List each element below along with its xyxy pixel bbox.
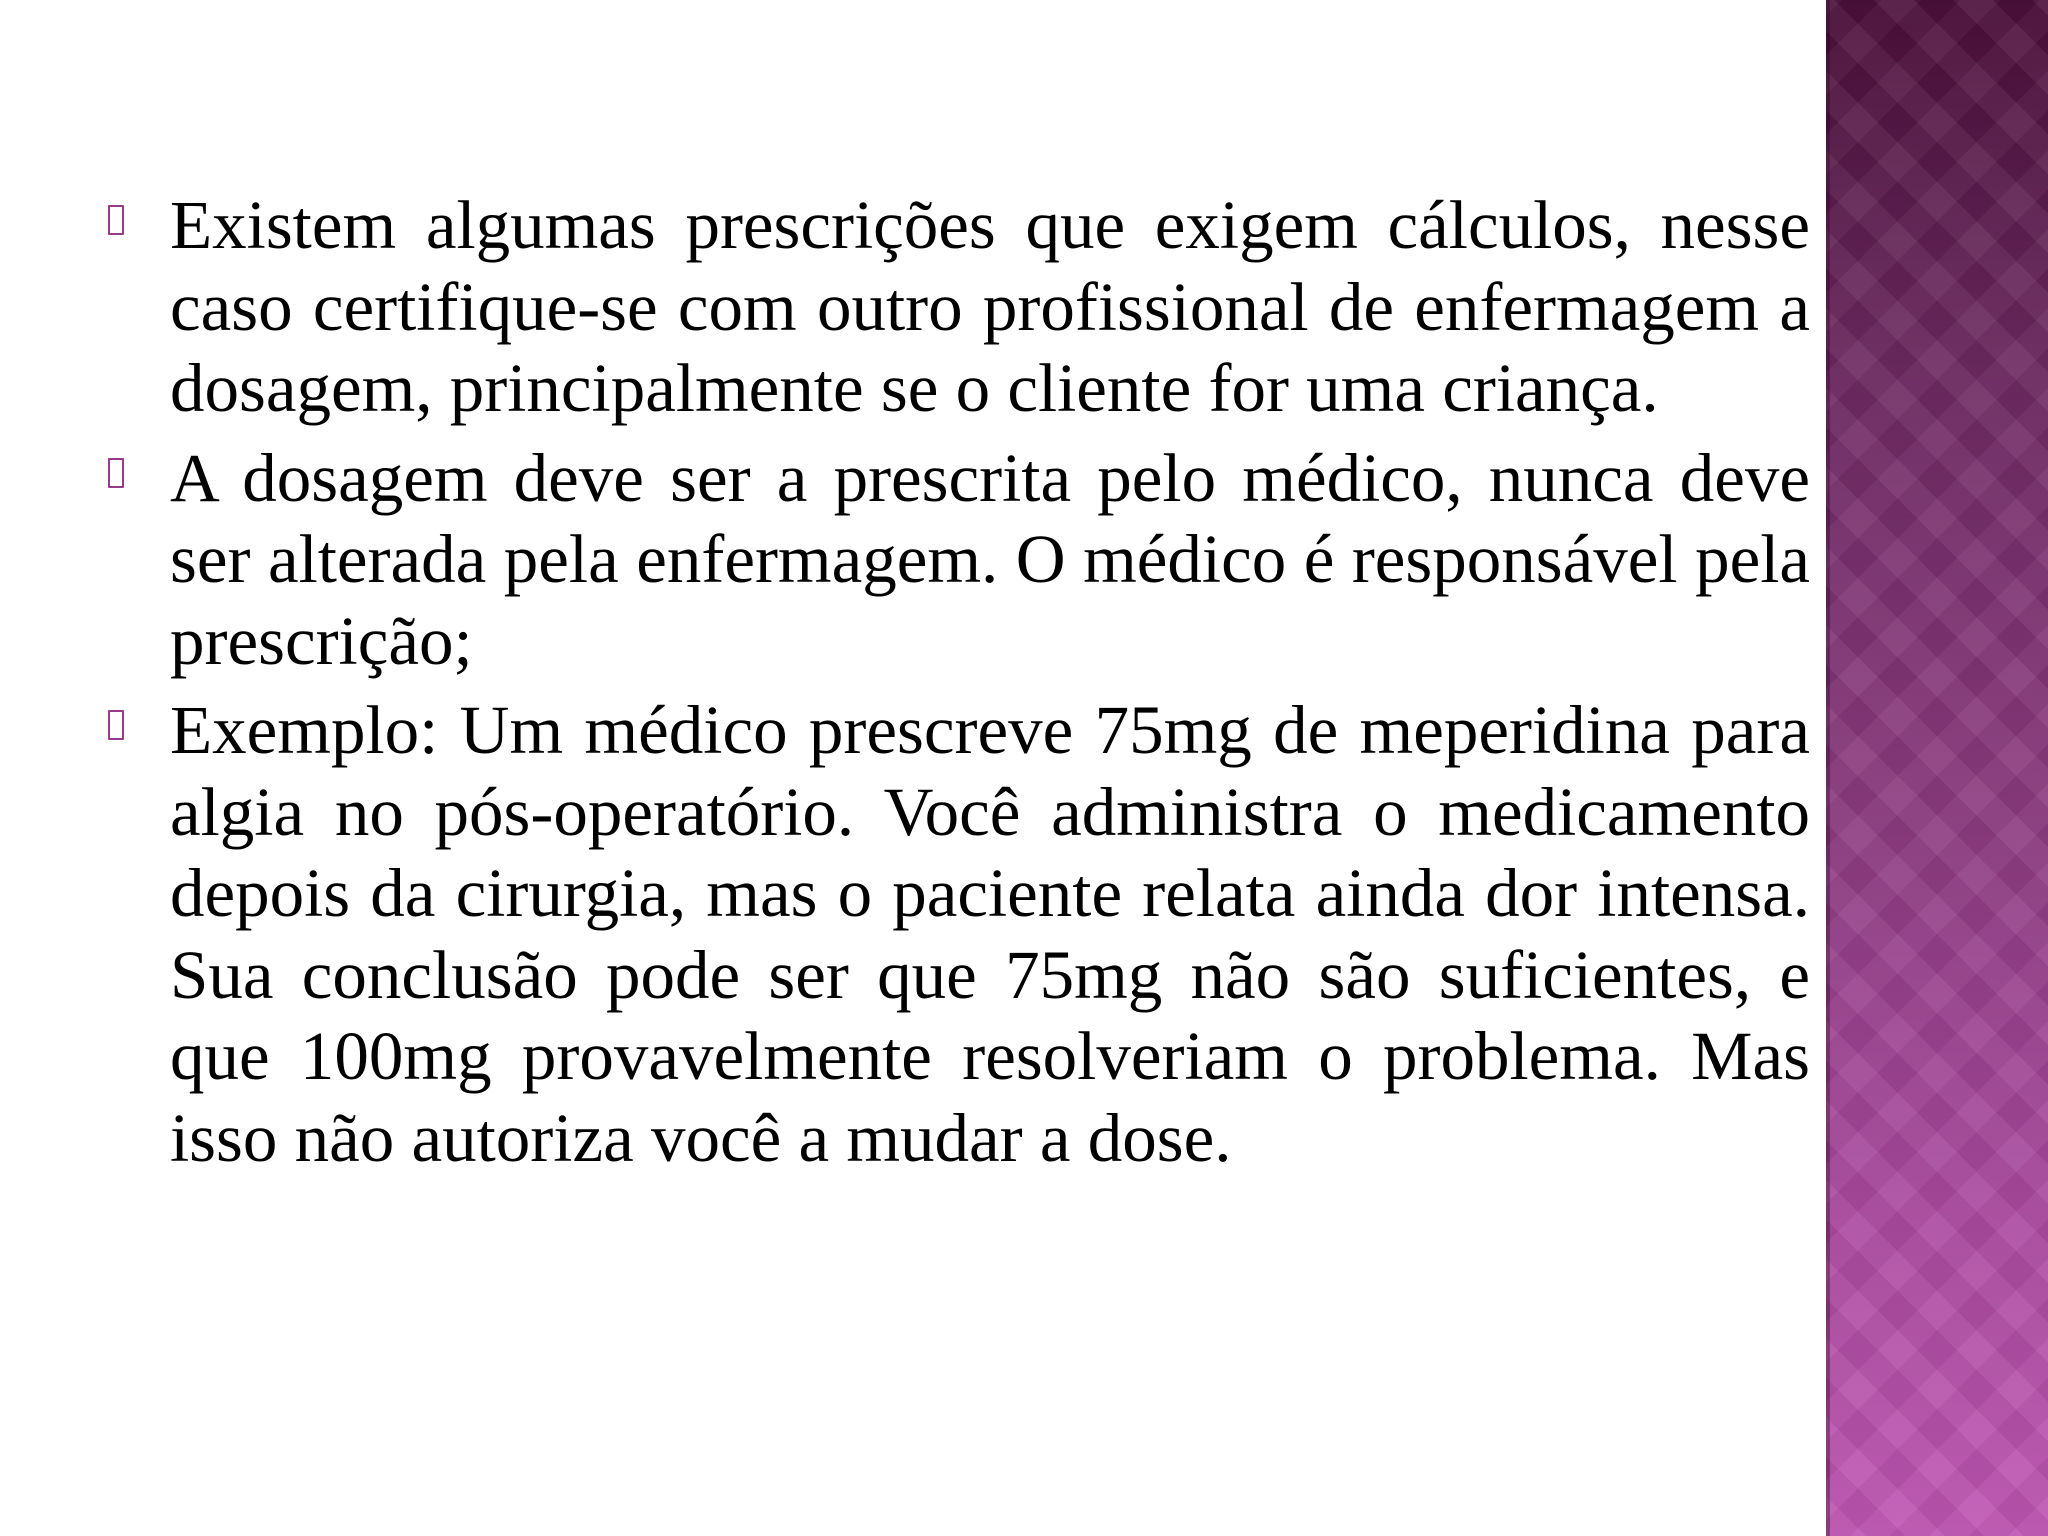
decorative-side-band <box>1826 0 2048 1536</box>
square-bullet-icon <box>108 205 124 235</box>
bullet-text: A dosagem deve ser a prescrita pelo médico, nunca deve ser alterada pela enfermagem. O médico é responsável pela prescrição; <box>170 439 1810 679</box>
list-item <box>108 185 1810 430</box>
list-item <box>108 690 1810 1179</box>
bullet-list <box>108 185 1810 1187</box>
bullet-text: Exemplo: Um médico prescreve 75mg de meperidina para algia no pós-operatório. Você administra o medicamento depois da cirurgia, mas o paciente relata ainda dor intensa. Sua conclusão pode ser que 75mg não são suficientes, e que 100mg provavelmente resolveriam o problema. Mas isso não autoriza você a mudar a dose. <box>170 692 1810 1176</box>
square-bullet-icon <box>108 458 124 488</box>
side-band-edge <box>1826 0 1830 1536</box>
square-bullet-icon <box>108 710 124 740</box>
list-item <box>108 438 1810 683</box>
bullet-text: Existem algumas prescrições que exigem cálculos, nesse caso certifique-se com outro profissional de enfermagem a dosagem, principalmente se o cliente for uma criança. <box>170 187 1810 426</box>
